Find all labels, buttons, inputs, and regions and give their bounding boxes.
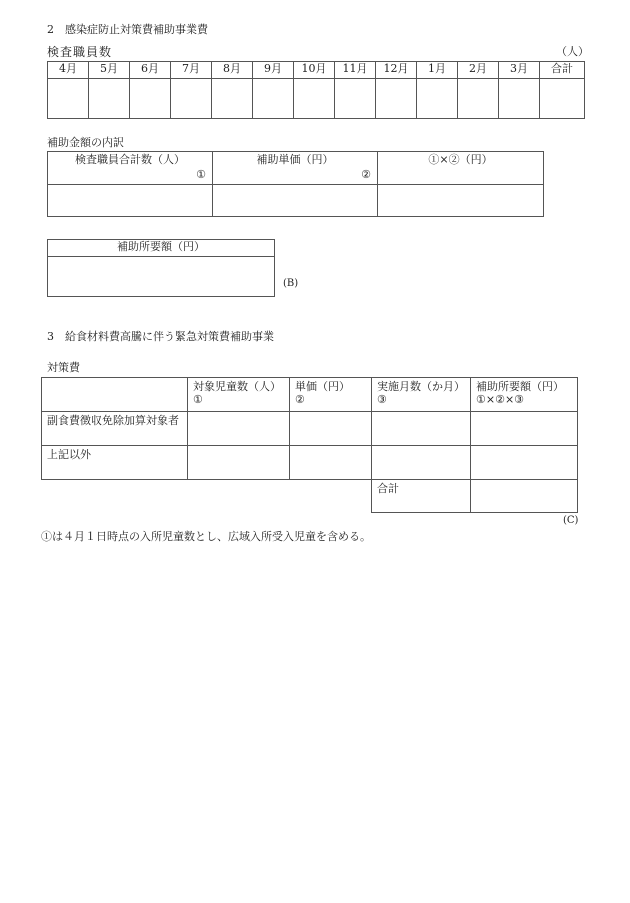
note-text: ①は４月１日時点の入所児童数とし、広域入所受入児童を含める。	[41, 530, 371, 543]
header-unit-price	[213, 152, 378, 185]
header-blank	[42, 378, 188, 412]
staff-monthly-table	[47, 61, 585, 119]
measures-cost-table	[41, 377, 578, 513]
header-jan: 1月	[417, 62, 458, 79]
header-sep: 9月	[253, 62, 294, 79]
value-apr[interactable]	[48, 79, 89, 119]
row-label-exempt: 副食費徴収免除加算対象者	[42, 412, 188, 446]
header-required-amount-mark: ①×②×③	[476, 393, 525, 407]
cell-exempt-months[interactable]	[372, 412, 471, 446]
staff-count-label: 検査職員数	[47, 45, 113, 59]
value-jul[interactable]	[171, 79, 212, 119]
header-required-amount-text: 補助所要額（円）	[476, 380, 564, 393]
cell-exempt-amount[interactable]	[471, 412, 578, 446]
cell-other-amount[interactable]	[471, 446, 578, 480]
header-nov: 11月	[335, 62, 376, 79]
breakdown-header-row	[48, 152, 544, 185]
header-unit-price-text: 補助単価（円）	[256, 153, 334, 166]
value-product[interactable]	[378, 185, 544, 217]
header-feb: 2月	[458, 62, 499, 79]
header-months	[372, 378, 471, 412]
value-nov[interactable]	[335, 79, 376, 119]
value-dec[interactable]	[376, 79, 417, 119]
total-label: 合計	[372, 480, 471, 513]
cell-exempt-price[interactable]	[290, 412, 372, 446]
header-months-mark: ③	[377, 393, 387, 407]
value-may[interactable]	[89, 79, 130, 119]
required-amount-header: 補助所要額（円）	[48, 240, 275, 257]
table-row	[42, 412, 578, 446]
header-total: 合計	[540, 62, 585, 79]
header-jul: 7月	[171, 62, 212, 79]
header-dec: 12月	[376, 62, 417, 79]
value-feb[interactable]	[458, 79, 499, 119]
staff-unit-label: （人）	[556, 45, 589, 58]
value-jan[interactable]	[417, 79, 458, 119]
row-label-other: 上記以外	[42, 446, 188, 480]
total-value[interactable]	[471, 480, 578, 513]
header-product	[378, 152, 544, 185]
required-amount-table	[47, 239, 275, 297]
staff-table-header-row	[48, 62, 585, 79]
cell-other-price[interactable]	[290, 446, 372, 480]
header-staff-total	[48, 152, 213, 185]
section-2-title: 2 感染症防止対策費補助事業費	[47, 23, 208, 36]
value-unit-price[interactable]	[213, 185, 378, 217]
breakdown-label: 補助金額の内訳	[47, 136, 124, 149]
mark-2: ②	[361, 168, 371, 182]
value-sep[interactable]	[253, 79, 294, 119]
header-unit-price	[290, 378, 372, 412]
breakdown-table	[47, 151, 544, 217]
header-months-text: 実施月数（か月）	[377, 380, 465, 393]
section-3-title: 3 給食材料費高騰に伴う緊急対策費補助事業	[47, 330, 274, 343]
cell-other-count[interactable]	[188, 446, 290, 480]
breakdown-value-row	[48, 185, 544, 217]
value-staff-total[interactable]	[48, 185, 213, 217]
cell-other-months[interactable]	[372, 446, 471, 480]
header-oct: 10月	[294, 62, 335, 79]
header-child-count-mark: ①	[193, 393, 203, 407]
staff-table-value-row	[48, 79, 585, 119]
header-unit-price-text: 単価（円）	[295, 380, 350, 393]
header-product-text: ①×②（円）	[428, 153, 493, 166]
measures-header-row	[42, 378, 578, 412]
table-row	[42, 446, 578, 480]
cell-exempt-count[interactable]	[188, 412, 290, 446]
total-row-blank	[42, 480, 372, 513]
header-unit-price-mark: ②	[295, 393, 305, 407]
header-child-count-text: 対象児童数（人）	[193, 380, 281, 393]
value-jun[interactable]	[130, 79, 171, 119]
header-jun: 6月	[130, 62, 171, 79]
mark-c: (C)	[563, 515, 579, 526]
header-child-count	[188, 378, 290, 412]
header-aug: 8月	[212, 62, 253, 79]
header-required-amount	[471, 378, 578, 412]
measures-cost-label: 対策費	[47, 361, 80, 374]
required-amount-value[interactable]	[48, 257, 275, 297]
value-mar[interactable]	[499, 79, 540, 119]
value-aug[interactable]	[212, 79, 253, 119]
total-row	[42, 480, 578, 513]
header-mar: 3月	[499, 62, 540, 79]
value-oct[interactable]	[294, 79, 335, 119]
header-staff-total-text: 検査職員合計数（人）	[75, 153, 185, 166]
value-total[interactable]	[540, 79, 585, 119]
mark-1: ①	[196, 168, 206, 182]
header-may: 5月	[89, 62, 130, 79]
mark-b: (B)	[283, 278, 299, 289]
header-apr: 4月	[48, 62, 89, 79]
